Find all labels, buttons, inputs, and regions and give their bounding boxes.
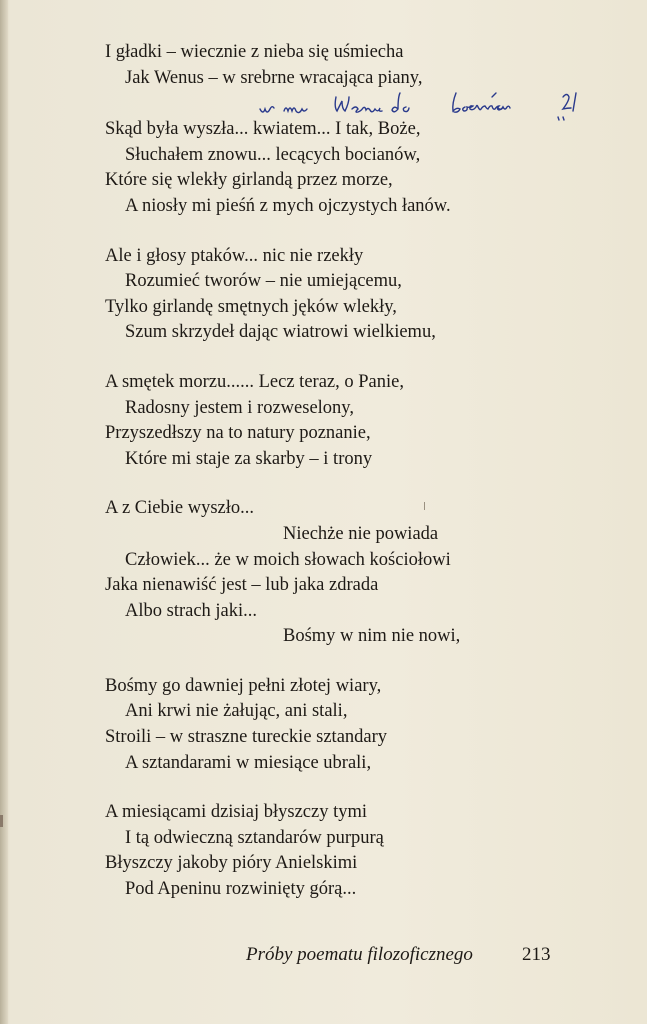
margin-mark <box>424 502 425 510</box>
edge-mark <box>0 815 3 827</box>
poem-line: I gładki – wiecznie z nieba się uśmiecha <box>105 42 404 62</box>
poem-line: Albo strach jaki... <box>125 600 258 621</box>
poem-line: I tą odwieczną sztandarów purpurą <box>125 827 384 848</box>
poem-line: Przyszedłszy na to natury poznanie, <box>105 423 371 444</box>
poem-line: Pod Apeninu rozwinięty górą... <box>125 879 357 900</box>
page-number: 213 <box>522 944 551 965</box>
poem-stanza <box>105 244 625 346</box>
poem-line: Błyszczy jakoby pióry Anielskimi <box>105 853 358 874</box>
poem-line: Bośmy w nim nie nowi, <box>283 626 461 647</box>
poem-line: Jaka nienawiść jest – lub jaka zdrada <box>105 575 379 596</box>
poem-line: A smętek morzu...... Lecz teraz, o Panie, <box>105 371 404 392</box>
poem-body <box>105 40 625 927</box>
poem-line: Ale i głosy ptaków... nic nie rzekły <box>105 245 364 266</box>
poem-line: Niechże nie powiada <box>283 523 439 544</box>
poem-stanza <box>105 674 625 776</box>
poem-stanza <box>105 117 625 219</box>
poem-line: Które mi staje za skarby – i trony <box>125 448 373 469</box>
poem-line: A miesiącami dzisiaj błyszczy tymi <box>105 802 368 823</box>
poem-stanza <box>105 496 625 650</box>
poem-line: Jak Wenus – w srebrne wracająca piany, <box>125 67 423 88</box>
poem-line: Bośmy go dawniej pełni złotej wiary, <box>105 675 382 696</box>
poem-line: Które się wlekły girlandą przez morze, <box>105 170 393 191</box>
poem-stanza <box>105 800 625 902</box>
poem-line: Skąd była wyszła... kwiatem... I tak, Boże, <box>105 119 421 140</box>
poem-line: A z Ciebie wyszło... <box>105 498 255 519</box>
poem-line: Ani krwi nie żałując, ani stali, <box>125 701 348 722</box>
poem-line: Człowiek... że w moich słowach kościołowi <box>125 549 451 570</box>
poem-line: Szum skrzydeł dając wiatrowi wielkiemu, <box>125 322 436 343</box>
poem-line: Rozumieć tworów – nie umiejącemu, <box>125 271 402 292</box>
poem-line: Stroili – w straszne tureckie sztandary <box>105 727 388 748</box>
handwritten-annotation <box>258 87 588 127</box>
running-title: Próby poematu filozoficznego <box>246 944 473 965</box>
poem-line: Tylko girlandę smętnych jęków wlekły, <box>105 296 397 317</box>
poem-line: A niosły mi pieśń z mych ojczystych łanów. <box>125 195 451 216</box>
poem-stanza <box>105 370 625 472</box>
poem-stanza <box>105 40 625 91</box>
page-footer <box>0 944 647 970</box>
poem-line: A sztandarami w miesiące ubrali, <box>125 752 372 773</box>
poem-line: Słuchałem znowu... lecących bocianów, <box>125 144 421 165</box>
page-gutter <box>0 0 8 1024</box>
poem-line: Radosny jestem i rozweselony, <box>125 397 354 418</box>
